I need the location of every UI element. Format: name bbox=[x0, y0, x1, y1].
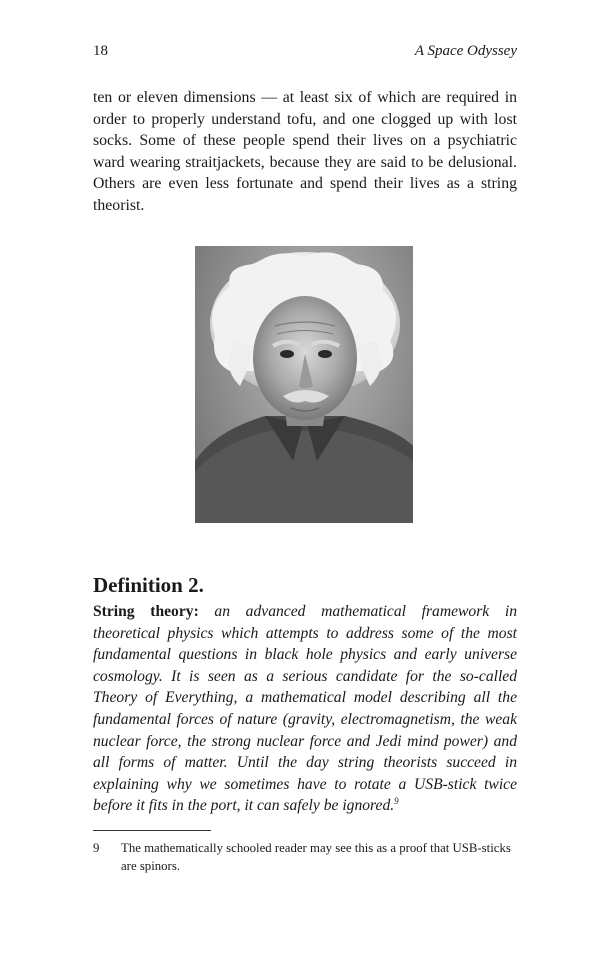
definition-colon: : bbox=[193, 603, 215, 620]
footnote-divider bbox=[93, 830, 211, 831]
definition-heading: Definition 2. bbox=[93, 573, 204, 597]
footnote bbox=[93, 840, 517, 875]
portrait-photo bbox=[195, 246, 413, 523]
intro-paragraph: ten or eleven dimensions — at least six of which are required in order to properly understand tofu, and one clogged up with lost socks. Some of these people spend their lives on a psychiatric ward wearing straitjackets, because they are said to be delusional. Others are even less fortunate and spend their lives as a string theorist. bbox=[93, 89, 517, 214]
definition-text: an advanced mathematical framework in theoretical physics which attempts to address some of the most fundamental questions in black hole physics and early universe cosmology. It is seen as a serious candidate for the so-called Theory of Everything, a mathematical model describing all the fundamental forces of nature (gravity, electromagnetism, the weak nuclear force, the strong nuclear force and Jedi mind power) and all forms of matter. Until the day string theorists succeed in explaining why we sometimes have to rotate a USB-stick twice before it fits in the port, it can safely be ignored. bbox=[93, 603, 517, 815]
definition-term: String theory bbox=[93, 603, 194, 620]
footnote-number: 9 bbox=[93, 841, 100, 855]
running-title: A Space Odyssey bbox=[414, 43, 517, 59]
page-number: 18 bbox=[93, 43, 108, 59]
footnote-text: The mathematically schooled reader may see this as a proof that USB-sticks are spinors. bbox=[121, 841, 511, 873]
definition-body bbox=[93, 601, 517, 817]
footnote-reference[interactable]: 9 bbox=[394, 796, 399, 807]
